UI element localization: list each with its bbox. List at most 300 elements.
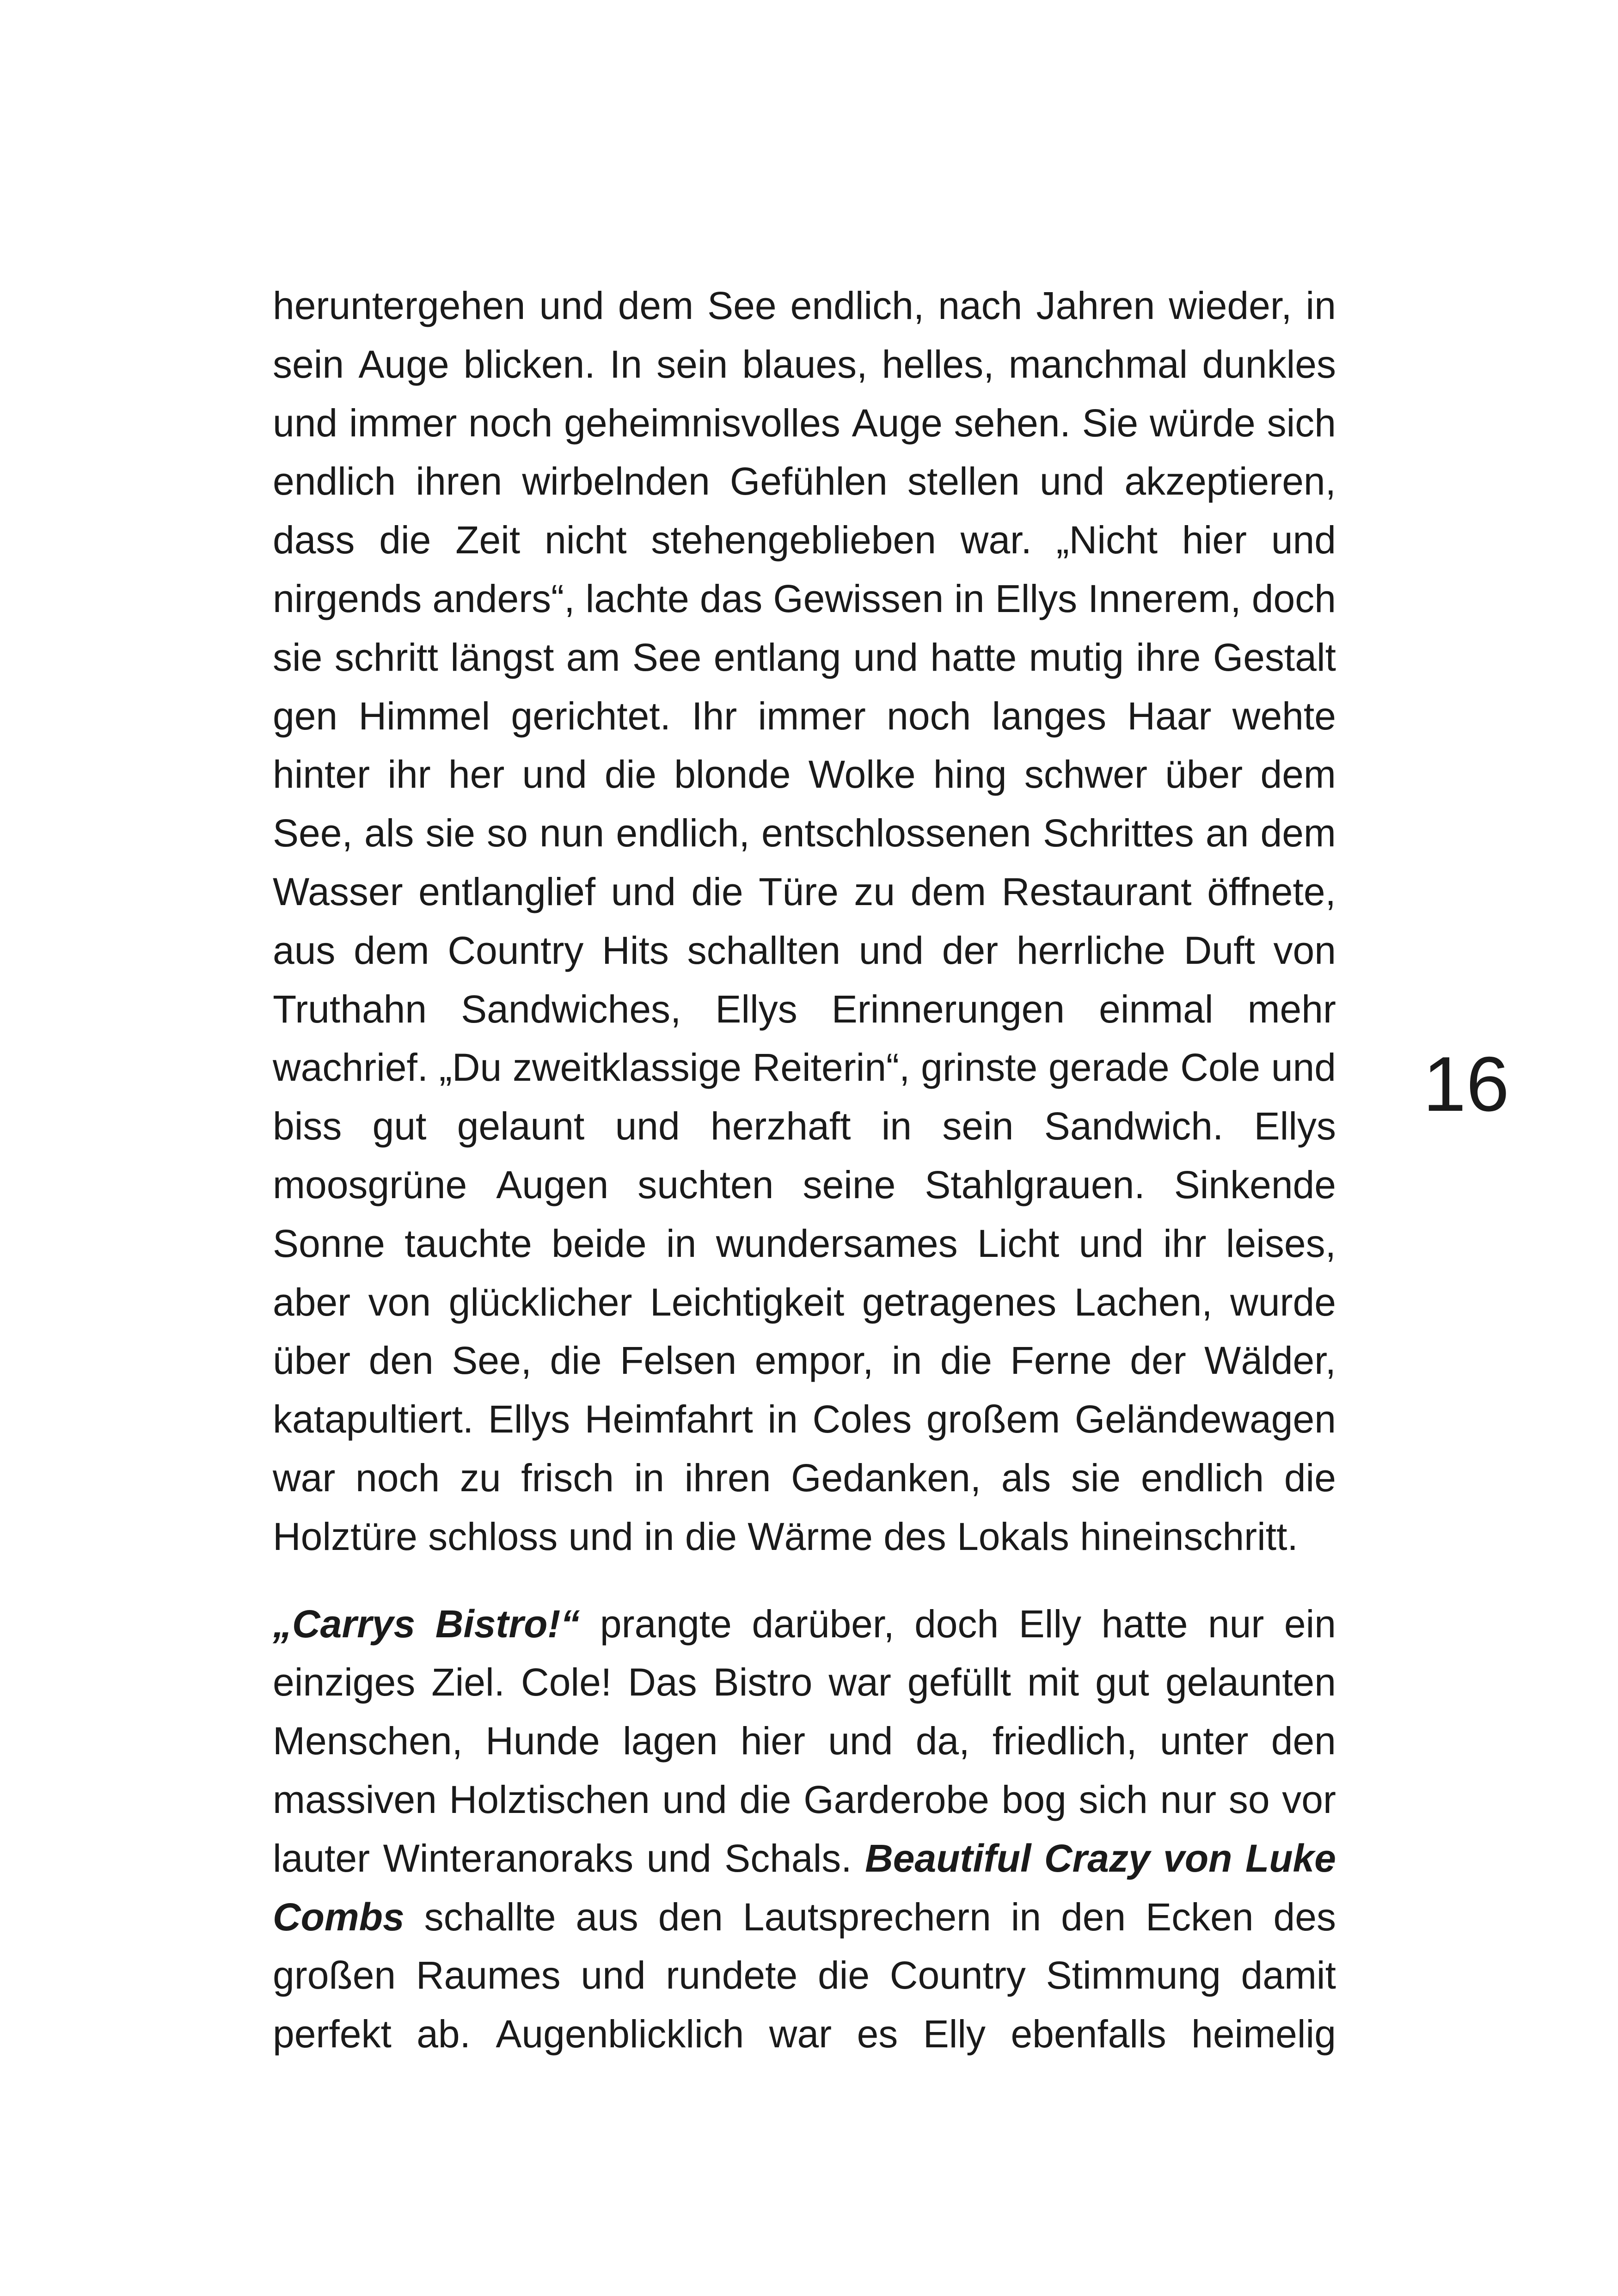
text-line bbox=[273, 1097, 1336, 1156]
word: hing bbox=[933, 753, 1007, 796]
word: in bbox=[881, 1104, 912, 1148]
word: sich bbox=[1267, 401, 1336, 445]
word: Sandwich. bbox=[1044, 1104, 1224, 1148]
word: stellen bbox=[907, 459, 1020, 503]
word: Elly bbox=[1018, 1602, 1082, 1646]
word: Auge bbox=[358, 342, 449, 386]
word: ein bbox=[1284, 1602, 1336, 1646]
text-line bbox=[273, 1038, 1336, 1097]
word: ihr bbox=[387, 753, 431, 796]
word: sehen. bbox=[954, 401, 1071, 445]
word: anders“, bbox=[432, 576, 575, 620]
word: wirbelnden bbox=[522, 459, 710, 503]
word: Zeit bbox=[455, 518, 521, 562]
word: Ellys bbox=[995, 576, 1078, 620]
word: Lautsprechern bbox=[742, 1895, 991, 1939]
word: Das bbox=[628, 1660, 697, 1704]
word: den bbox=[368, 1339, 434, 1383]
word: seine bbox=[803, 1163, 896, 1206]
word: Ferne bbox=[1010, 1339, 1112, 1383]
word: unter bbox=[1159, 1719, 1249, 1763]
word: und bbox=[1271, 1046, 1336, 1090]
word: die bbox=[940, 1339, 992, 1383]
word: sie bbox=[425, 811, 475, 855]
word: gefüllt bbox=[907, 1660, 1011, 1704]
word: gut bbox=[1095, 1660, 1149, 1704]
word: wachrief. bbox=[273, 1046, 429, 1090]
word: Bistro bbox=[713, 1660, 813, 1704]
word: hinter bbox=[273, 753, 370, 796]
word: sie bbox=[1071, 1456, 1121, 1500]
word: frisch bbox=[521, 1456, 614, 1500]
word: über bbox=[273, 1339, 351, 1383]
word: nach bbox=[938, 284, 1023, 327]
text-line bbox=[273, 863, 1336, 921]
text-line bbox=[273, 335, 1336, 394]
word: gelaunten bbox=[1165, 1660, 1336, 1704]
word: dass bbox=[273, 518, 355, 562]
word: See bbox=[632, 635, 702, 679]
word: hineinschritt. bbox=[1080, 1514, 1298, 1558]
word: und bbox=[646, 1836, 711, 1880]
word: und bbox=[1040, 459, 1105, 503]
word: stehengeblieben bbox=[651, 518, 936, 562]
word: von bbox=[368, 1280, 431, 1324]
word: suchten bbox=[637, 1163, 774, 1206]
word: die bbox=[1284, 1456, 1336, 1500]
word: Holztüre bbox=[273, 1514, 417, 1558]
word: moosgrüne bbox=[273, 1163, 467, 1206]
word: die bbox=[604, 753, 657, 796]
word: der bbox=[1130, 1339, 1186, 1383]
word: Ellys bbox=[488, 1397, 570, 1441]
word: entlang bbox=[713, 635, 841, 679]
word: sie bbox=[273, 635, 323, 679]
word: und bbox=[1271, 518, 1336, 562]
word: über bbox=[1165, 753, 1243, 796]
word: die bbox=[379, 518, 431, 562]
text-line bbox=[273, 804, 1336, 863]
word: blonde bbox=[674, 753, 791, 796]
word: Restaurant bbox=[1001, 869, 1192, 913]
word: in bbox=[1305, 284, 1336, 327]
text-line bbox=[273, 1390, 1336, 1449]
word: katapultiert. bbox=[273, 1397, 474, 1441]
word: lauter bbox=[273, 1836, 370, 1880]
word: Sonne bbox=[273, 1221, 385, 1265]
word: an bbox=[1205, 811, 1249, 855]
word: Gedanken, bbox=[791, 1456, 981, 1500]
word: da, bbox=[915, 1719, 970, 1763]
word: friedlich, bbox=[992, 1719, 1137, 1763]
word: endlich bbox=[273, 459, 396, 503]
word: helles, bbox=[882, 342, 994, 386]
word: Stahlgrauen. bbox=[925, 1163, 1145, 1206]
word: nirgends bbox=[273, 576, 422, 620]
word: einmal bbox=[1099, 987, 1214, 1031]
word: so bbox=[1228, 1777, 1270, 1821]
word: glücklicher bbox=[448, 1280, 632, 1324]
word: immer bbox=[758, 694, 866, 738]
word: Sinkende bbox=[1174, 1163, 1336, 1206]
text-line bbox=[273, 2005, 1336, 2063]
text-line bbox=[273, 1770, 1336, 1829]
text-line bbox=[273, 1653, 1336, 1712]
word: von bbox=[1273, 928, 1336, 972]
paragraph bbox=[273, 1595, 1336, 2063]
text-line bbox=[273, 452, 1336, 511]
word: Gestalt bbox=[1213, 635, 1336, 679]
word: Menschen, bbox=[273, 1719, 463, 1763]
word: in bbox=[666, 1221, 697, 1265]
word: längst bbox=[450, 635, 554, 679]
word: nur bbox=[1207, 1602, 1264, 1646]
word: nun bbox=[539, 811, 605, 855]
word: Geländewagen bbox=[1074, 1397, 1336, 1441]
word: schwer bbox=[1024, 753, 1147, 796]
word: Country bbox=[447, 928, 584, 972]
word: dem bbox=[1260, 811, 1336, 855]
text-line bbox=[273, 511, 1336, 569]
emphasized-word: Luke bbox=[1245, 1836, 1336, 1880]
word: dunkles bbox=[1202, 342, 1336, 386]
word: Gefühlen bbox=[729, 459, 888, 503]
word: Cole bbox=[1180, 1046, 1261, 1090]
word: als bbox=[364, 811, 414, 855]
word: Elly bbox=[923, 2012, 986, 2056]
paragraph bbox=[273, 276, 1336, 1566]
text-line bbox=[273, 628, 1336, 687]
word: Türe bbox=[759, 869, 839, 913]
word: Hits bbox=[602, 928, 669, 972]
word: Wolke bbox=[808, 753, 916, 796]
word: den bbox=[1061, 1895, 1126, 1939]
word: tauchte bbox=[404, 1221, 532, 1265]
word: wundersames bbox=[716, 1221, 958, 1265]
word: schallten bbox=[687, 928, 841, 972]
word: in bbox=[954, 576, 985, 620]
word: es bbox=[857, 2012, 898, 2056]
word: Schals. bbox=[724, 1836, 852, 1880]
word: Ziel. bbox=[431, 1660, 505, 1704]
word: gen bbox=[273, 694, 338, 738]
text-line bbox=[273, 1214, 1336, 1273]
word: rundete bbox=[666, 1953, 798, 1997]
word: massiven bbox=[273, 1777, 437, 1821]
word: damit bbox=[1241, 1953, 1336, 1997]
word: schallte bbox=[424, 1895, 556, 1939]
word: den bbox=[658, 1895, 723, 1939]
word: Stimmung bbox=[1046, 1953, 1221, 1997]
word: aus bbox=[273, 928, 336, 972]
word: blaues, bbox=[742, 342, 868, 386]
word: Felsen bbox=[620, 1339, 737, 1383]
word: Truthahn bbox=[273, 987, 427, 1031]
word: sein bbox=[273, 342, 344, 386]
word: doch bbox=[1251, 576, 1336, 620]
word: nicht bbox=[545, 518, 627, 562]
word: und bbox=[568, 1514, 633, 1558]
text-line bbox=[273, 1888, 1336, 1947]
word: und bbox=[273, 401, 338, 445]
text-line bbox=[273, 569, 1336, 628]
word: wieder, bbox=[1169, 284, 1292, 327]
word: noch bbox=[468, 401, 553, 445]
word: Holztischen bbox=[449, 1777, 650, 1821]
text-line bbox=[273, 1156, 1336, 1214]
word: die bbox=[685, 1514, 737, 1558]
word: perfekt bbox=[273, 2012, 392, 2056]
word: ihr bbox=[1163, 1221, 1207, 1265]
word: Haar bbox=[1127, 694, 1212, 738]
word: immer bbox=[349, 401, 457, 445]
word: sein bbox=[656, 342, 728, 386]
word: schloss bbox=[428, 1514, 558, 1558]
word: See, bbox=[452, 1339, 532, 1383]
word: und bbox=[615, 1104, 680, 1148]
word: mit bbox=[1027, 1660, 1079, 1704]
word: großen bbox=[273, 1953, 396, 1997]
word: des bbox=[1273, 1895, 1336, 1939]
word: heruntergehen bbox=[273, 284, 526, 327]
word: entlanglief bbox=[418, 869, 596, 913]
body-text bbox=[273, 276, 1336, 2063]
word: Erinnerungen bbox=[831, 987, 1065, 1031]
word: war. bbox=[960, 518, 1032, 562]
word: würde bbox=[1149, 401, 1256, 445]
word: Lachen, bbox=[1074, 1280, 1213, 1324]
word: grinste bbox=[921, 1046, 1038, 1090]
word: als bbox=[1001, 1456, 1051, 1500]
word: Cole! bbox=[521, 1660, 612, 1704]
word: noch bbox=[355, 1456, 440, 1500]
word: dem bbox=[618, 284, 694, 327]
word: lagen bbox=[623, 1719, 718, 1763]
word: und bbox=[539, 284, 604, 327]
emphasized-word: Beautiful bbox=[865, 1836, 1031, 1880]
word: hier bbox=[740, 1719, 805, 1763]
word: bog bbox=[1001, 1777, 1066, 1821]
word: vor bbox=[1282, 1777, 1336, 1821]
word: „Nicht bbox=[1056, 518, 1158, 562]
word: „Du bbox=[439, 1046, 502, 1090]
word: Leichtigkeit bbox=[650, 1280, 845, 1324]
word: öffnete, bbox=[1207, 869, 1336, 913]
word: und bbox=[858, 928, 924, 972]
paragraph-spacer bbox=[273, 1566, 1336, 1595]
word: gerade bbox=[1048, 1046, 1170, 1090]
word: ihre bbox=[1136, 635, 1201, 679]
text-line bbox=[273, 1507, 1336, 1566]
word: akzeptieren, bbox=[1124, 459, 1336, 503]
text-line bbox=[273, 1946, 1336, 2005]
word: hier bbox=[1182, 518, 1247, 562]
text-line bbox=[273, 687, 1336, 746]
emphasized-word: Combs bbox=[273, 1895, 404, 1939]
word: zu bbox=[460, 1456, 501, 1500]
word: getragenes bbox=[862, 1280, 1057, 1324]
word: Licht bbox=[977, 1221, 1060, 1265]
word: endlich, bbox=[616, 811, 750, 855]
word: in bbox=[891, 1339, 922, 1383]
word: gerichtet. bbox=[511, 694, 671, 738]
word: mutig bbox=[1029, 635, 1124, 679]
word: in bbox=[634, 1456, 665, 1500]
word: manchmal bbox=[1008, 342, 1188, 386]
word: blicken. bbox=[463, 342, 595, 386]
word: Innerem, bbox=[1088, 576, 1241, 620]
word: Jahren bbox=[1036, 284, 1155, 327]
word: einziges bbox=[273, 1660, 416, 1704]
word: Wasser bbox=[273, 869, 403, 913]
word: und bbox=[581, 1953, 646, 1997]
word: gelaunt bbox=[457, 1104, 585, 1148]
word: ihren bbox=[684, 1456, 771, 1500]
word: schritt bbox=[334, 635, 438, 679]
word: sich bbox=[1079, 1777, 1148, 1821]
word: war bbox=[828, 1660, 891, 1704]
word: lachte bbox=[585, 576, 689, 620]
word: ab. bbox=[417, 2012, 471, 2056]
word: die bbox=[817, 1953, 870, 1997]
word: wurde bbox=[1230, 1280, 1336, 1324]
word: ihren bbox=[416, 459, 503, 503]
text-line bbox=[273, 394, 1336, 453]
word: Wälder, bbox=[1204, 1339, 1336, 1383]
word: mehr bbox=[1247, 987, 1336, 1031]
word: Sandwiches, bbox=[461, 987, 681, 1031]
text-line bbox=[273, 980, 1336, 1039]
word: am bbox=[566, 635, 620, 679]
word: Augen bbox=[496, 1163, 609, 1206]
word: See bbox=[707, 284, 777, 327]
word: in bbox=[1011, 1895, 1042, 1939]
word: empor, bbox=[754, 1339, 874, 1383]
word: und bbox=[611, 869, 676, 913]
word: Ellys bbox=[715, 987, 797, 1031]
word: heimelig bbox=[1191, 2012, 1336, 2056]
word: die bbox=[550, 1339, 602, 1383]
word: endlich, bbox=[790, 284, 925, 327]
word: entschlossenen bbox=[761, 811, 1031, 855]
word: herrliche bbox=[1016, 928, 1166, 972]
word: Auge bbox=[852, 401, 943, 445]
word: Wärme bbox=[748, 1514, 873, 1558]
text-line bbox=[273, 1449, 1336, 1507]
word: war bbox=[273, 1456, 336, 1500]
word: war bbox=[769, 2012, 832, 2056]
word: und bbox=[828, 1719, 893, 1763]
word: die bbox=[739, 1777, 791, 1821]
emphasized-word: „Carrys bbox=[273, 1602, 416, 1646]
word: Hunde bbox=[485, 1719, 600, 1763]
word: und bbox=[522, 753, 587, 796]
word: endlich bbox=[1140, 1456, 1264, 1500]
word: gut bbox=[372, 1104, 427, 1148]
word: die bbox=[691, 869, 743, 913]
word: beide bbox=[552, 1221, 647, 1265]
word: ebenfalls bbox=[1011, 2012, 1166, 2056]
text-line bbox=[273, 276, 1336, 335]
text-line bbox=[273, 745, 1336, 804]
text-line bbox=[273, 1712, 1336, 1770]
word: in bbox=[644, 1514, 674, 1558]
word: See, bbox=[273, 811, 353, 855]
word: Duft bbox=[1183, 928, 1255, 972]
word: leises, bbox=[1226, 1221, 1336, 1265]
word: den bbox=[1271, 1719, 1336, 1763]
word: dem bbox=[1260, 753, 1336, 796]
word: der bbox=[942, 928, 999, 972]
word: zu bbox=[854, 869, 895, 913]
word: sein bbox=[942, 1104, 1014, 1148]
text-line bbox=[273, 1595, 1336, 1653]
emphasized-word: Bistro!“ bbox=[435, 1602, 580, 1646]
word: Sie bbox=[1082, 401, 1139, 445]
word: Gewissen bbox=[773, 576, 944, 620]
word: langes bbox=[992, 694, 1107, 738]
page-number: 16 bbox=[1423, 1041, 1509, 1127]
word: Augenblicklich bbox=[496, 2012, 744, 2056]
word: zweitklassige bbox=[512, 1046, 742, 1090]
word: Winteranoraks bbox=[383, 1836, 634, 1880]
word: Ecken bbox=[1146, 1895, 1254, 1939]
word: her bbox=[448, 753, 505, 796]
word: dem bbox=[354, 928, 429, 972]
word: des bbox=[883, 1514, 946, 1558]
word: prangte bbox=[600, 1602, 732, 1646]
word: Ihr bbox=[692, 694, 737, 738]
word: in bbox=[767, 1397, 798, 1441]
word: Schrittes bbox=[1042, 811, 1194, 855]
word: wehte bbox=[1232, 694, 1336, 738]
text-line bbox=[273, 1829, 1336, 1888]
word: noch bbox=[887, 694, 971, 738]
emphasized-word: Crazy bbox=[1044, 1836, 1150, 1880]
word: hatte bbox=[930, 635, 1017, 679]
word: und bbox=[853, 635, 918, 679]
word: Garderobe bbox=[803, 1777, 989, 1821]
text-line bbox=[273, 1273, 1336, 1332]
word: so bbox=[487, 811, 528, 855]
word: und bbox=[662, 1777, 727, 1821]
word: geheimnisvolles bbox=[564, 401, 840, 445]
word: Raumes bbox=[416, 1953, 561, 1997]
word: Himmel bbox=[358, 694, 490, 738]
word: biss bbox=[273, 1104, 342, 1148]
word: herzhaft bbox=[710, 1104, 851, 1148]
word: Heimfahrt bbox=[584, 1397, 753, 1441]
word: darüber, bbox=[752, 1602, 895, 1646]
word: aus bbox=[576, 1895, 638, 1939]
word: hatte bbox=[1101, 1602, 1188, 1646]
word: das bbox=[699, 576, 763, 620]
emphasized-word: von bbox=[1163, 1836, 1232, 1880]
word: Ellys bbox=[1254, 1104, 1336, 1148]
word: In bbox=[609, 342, 642, 386]
word: dem bbox=[910, 869, 987, 913]
word: Country bbox=[889, 1953, 1026, 1997]
word: aber bbox=[273, 1280, 351, 1324]
word: Lokals bbox=[957, 1514, 1069, 1558]
text-line bbox=[273, 921, 1336, 980]
word: Reiterin“, bbox=[752, 1046, 910, 1090]
word: großem bbox=[926, 1397, 1060, 1441]
word: nur bbox=[1160, 1777, 1217, 1821]
word: und bbox=[1079, 1221, 1144, 1265]
word: doch bbox=[914, 1602, 999, 1646]
word: Coles bbox=[812, 1397, 912, 1441]
